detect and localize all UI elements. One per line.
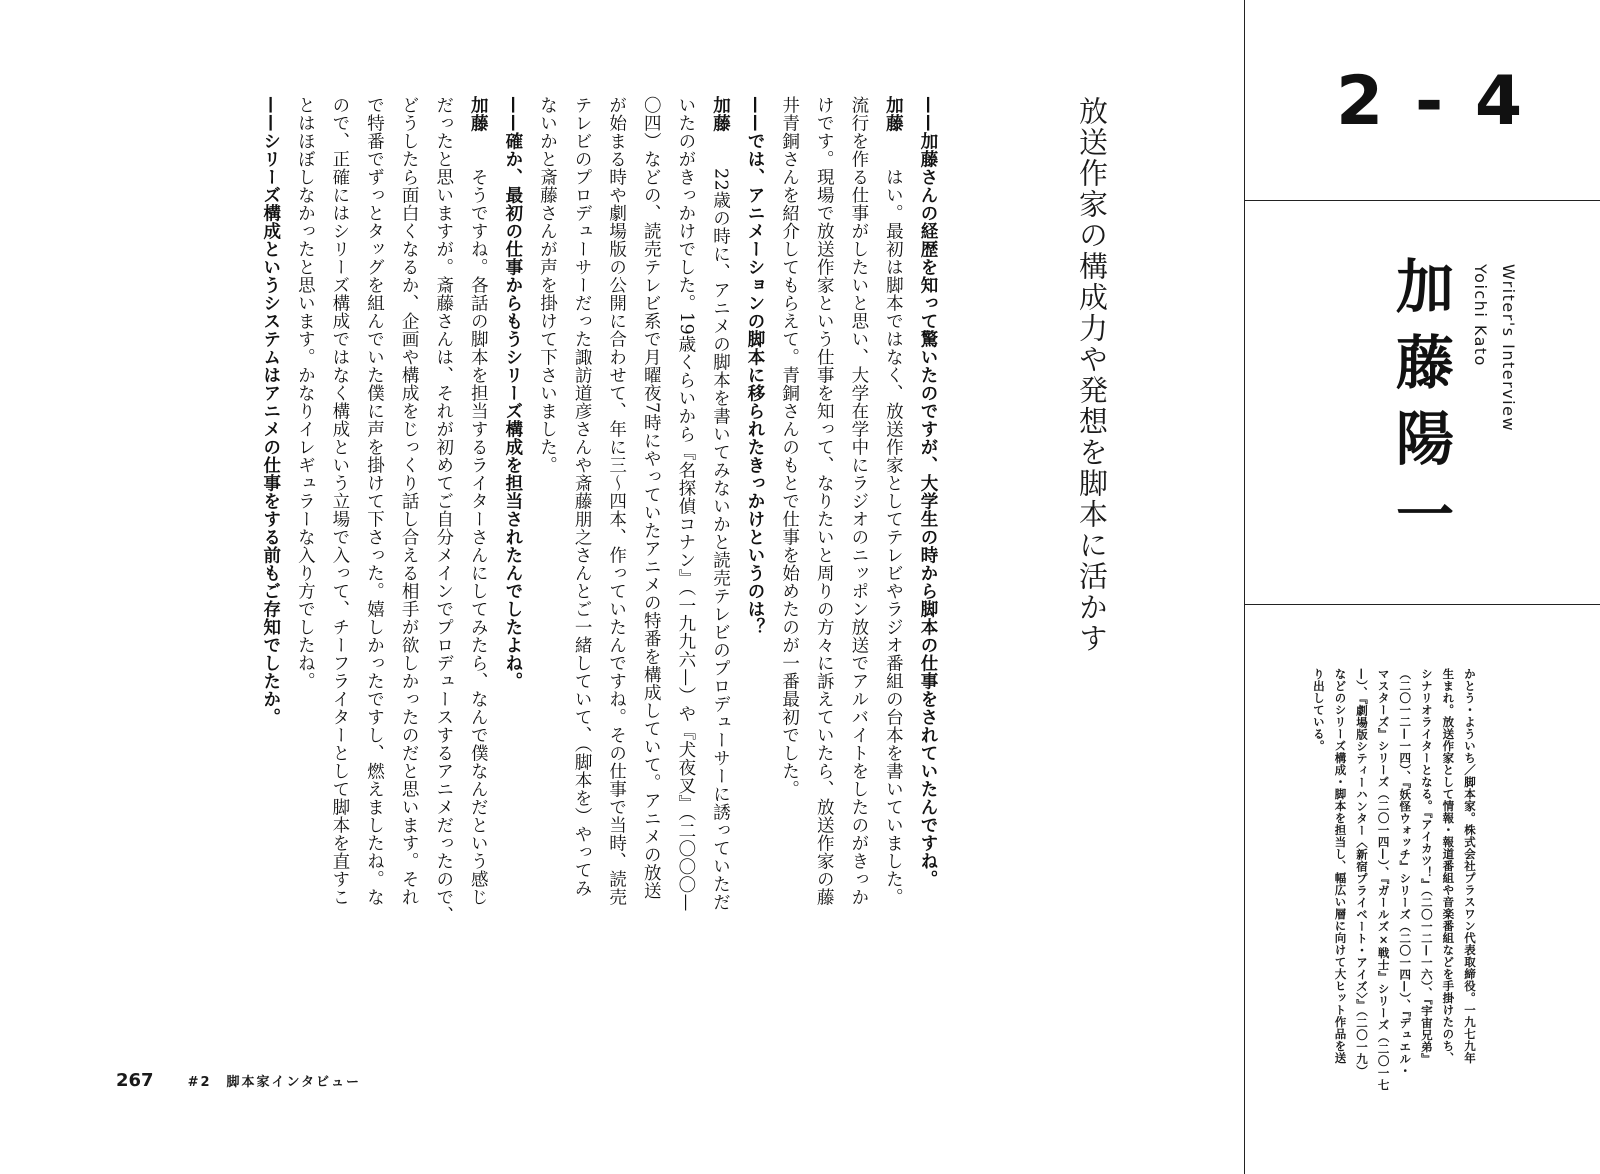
speaker-name: 加藤	[883, 96, 904, 132]
side-panel-vertical-rule	[1244, 0, 1245, 1174]
interview-answer-line	[461, 96, 496, 1026]
speaker-name: 加藤	[468, 96, 489, 132]
interview-answer-line	[876, 96, 911, 1026]
body-text-line: テレビのプロデューサーだった諏訪道彦さんや斎藤朋之さんとご一緒していて、（脚本を）やってみ	[572, 96, 593, 898]
side-panel-bottom-rule	[1244, 604, 1600, 605]
body-text-line: 〇四）などの、読売テレビ系で月曜夜7時にやっていたアニメの特番を構成していて。アニメの放送	[641, 96, 662, 900]
body-text-line: で特番でずっとタッグを組んでいた僕に声を掛けて下さった。嬉しかったですし、燃えましたね。な	[364, 96, 385, 906]
page-footer	[116, 1070, 361, 1091]
profile-line: シナリオライターとなる。『アイカツ！』（二〇一二—一六）、『宇宙兄弟』	[1419, 668, 1434, 1065]
profile-line: り出している。	[1311, 668, 1326, 752]
interview-question: ——では、アニメーションの脚本に移られたきっかけというのは？	[745, 96, 766, 636]
page-number: 267	[116, 1070, 154, 1091]
running-section-label: #2 脚本家インタビュー	[187, 1075, 361, 1090]
section-number: 2 - 4	[1336, 62, 1527, 141]
profile-line: かとう・よういち／脚本家。株式会社プラスワン代表取締役。一九七九年	[1463, 668, 1477, 1064]
answer-text: 22歳の時に、アニメの脚本を書いてみないかと読売テレビのプロデューサーに誘っていただ	[710, 168, 731, 912]
article-body	[253, 96, 945, 1026]
interview-answer-line	[703, 96, 738, 1026]
article-headline: 放送作家の構成力や発想を脚本に活かす	[1075, 96, 1109, 654]
interview-question: ——シリーズ構成というシステムはアニメの仕事をする前もご存知でしたか。	[260, 96, 281, 726]
profile-line: 生まれ。放送作家として情報・報道番組や音楽番組などを手掛けたのち、	[1441, 668, 1456, 1064]
answer-text: はい。最初は脚本ではなく、放送作家としてテレビやラジオ番組の台本を書いていました。	[883, 168, 904, 906]
interview-label-en	[1466, 264, 1522, 432]
body-text-line: けです。現場で放送作家という仕事を知って、なりたいと周りの方々に訴えていたら、放送作家の藤	[814, 96, 835, 906]
body-text-line: いたのがきっかけでした。19歳くらいから『名探偵コナン』（一九九六—）や『犬夜叉』（二〇〇〇—	[675, 96, 696, 912]
speaker-name: 加藤	[710, 96, 731, 132]
interviewee-profile	[1307, 668, 1480, 1091]
body-text-line: とはほぼしなかったと思います。かなりイレギュラーな入り方でしたね。	[295, 96, 316, 690]
body-text-line: 井青銅さんを紹介してもらえて。青銅さんのもとで仕事を始めたのが一番最初でした。	[779, 96, 800, 798]
side-panel-top-rule	[1244, 200, 1600, 201]
profile-line: マスターズ』シリーズ（二〇一四—）、『ガールズ×戦士』シリーズ（二〇一七	[1376, 668, 1391, 1091]
profile-line: などのシリーズ構成・脚本を担当し、幅広い層に向けて大ヒット作品を送	[1333, 668, 1348, 1064]
body-text-line: ので、正確にはシリーズ構成ではなく構成という立場で入って、チーフライターとして脚本を直すこ	[329, 96, 350, 906]
interview-label-line2: Yoichi Kato	[1471, 264, 1490, 367]
interview-question: ——確か、最初の仕事からもうシリーズ構成を担当されたんでしたよね。	[502, 96, 523, 690]
body-text-line: だったと思いますが。斎藤さんは、それが初めてご自分メインでプロデュースするアニメだったので、	[433, 96, 454, 924]
body-text-line: どうしたら面白くなるか、企画や構成をじっくり話し合える相手が欲しかったのだと思います。それ	[399, 96, 420, 906]
body-text-line: ないかと斎藤さんが声を掛けて下さいました。	[537, 96, 558, 474]
answer-text: そうですね。各話の脚本を担当するライターさんにしてみたら、なんで僕なんだという感じ	[468, 168, 489, 906]
body-text-line: 流行を作る仕事がしたいと思い、大学在学中にラジオのニッポン放送でアルバイトをしたのがきっか	[848, 96, 869, 906]
interview-question: ——加藤さんの経歴を知って驚いたのですが、大学生の時から脚本の仕事をされていたんですね。	[918, 96, 938, 888]
interviewee-name: 加藤陽一	[1386, 256, 1454, 560]
profile-line: （二〇一二—一四）、『妖怪ウォッチ』シリーズ（二〇一四—）、『デュエル・	[1398, 668, 1413, 1077]
profile-line: —）、『劇場版シティーハンター〈新宿プライベート・アイズ〉』（二〇一九）	[1355, 668, 1370, 1077]
interview-label-line1: Writer's Interview	[1499, 264, 1518, 433]
body-text-line: が始まる時や劇場版の公開に合わせて、年に三〜四本、作っていたんですね。その仕事で当時、読売	[606, 96, 627, 906]
